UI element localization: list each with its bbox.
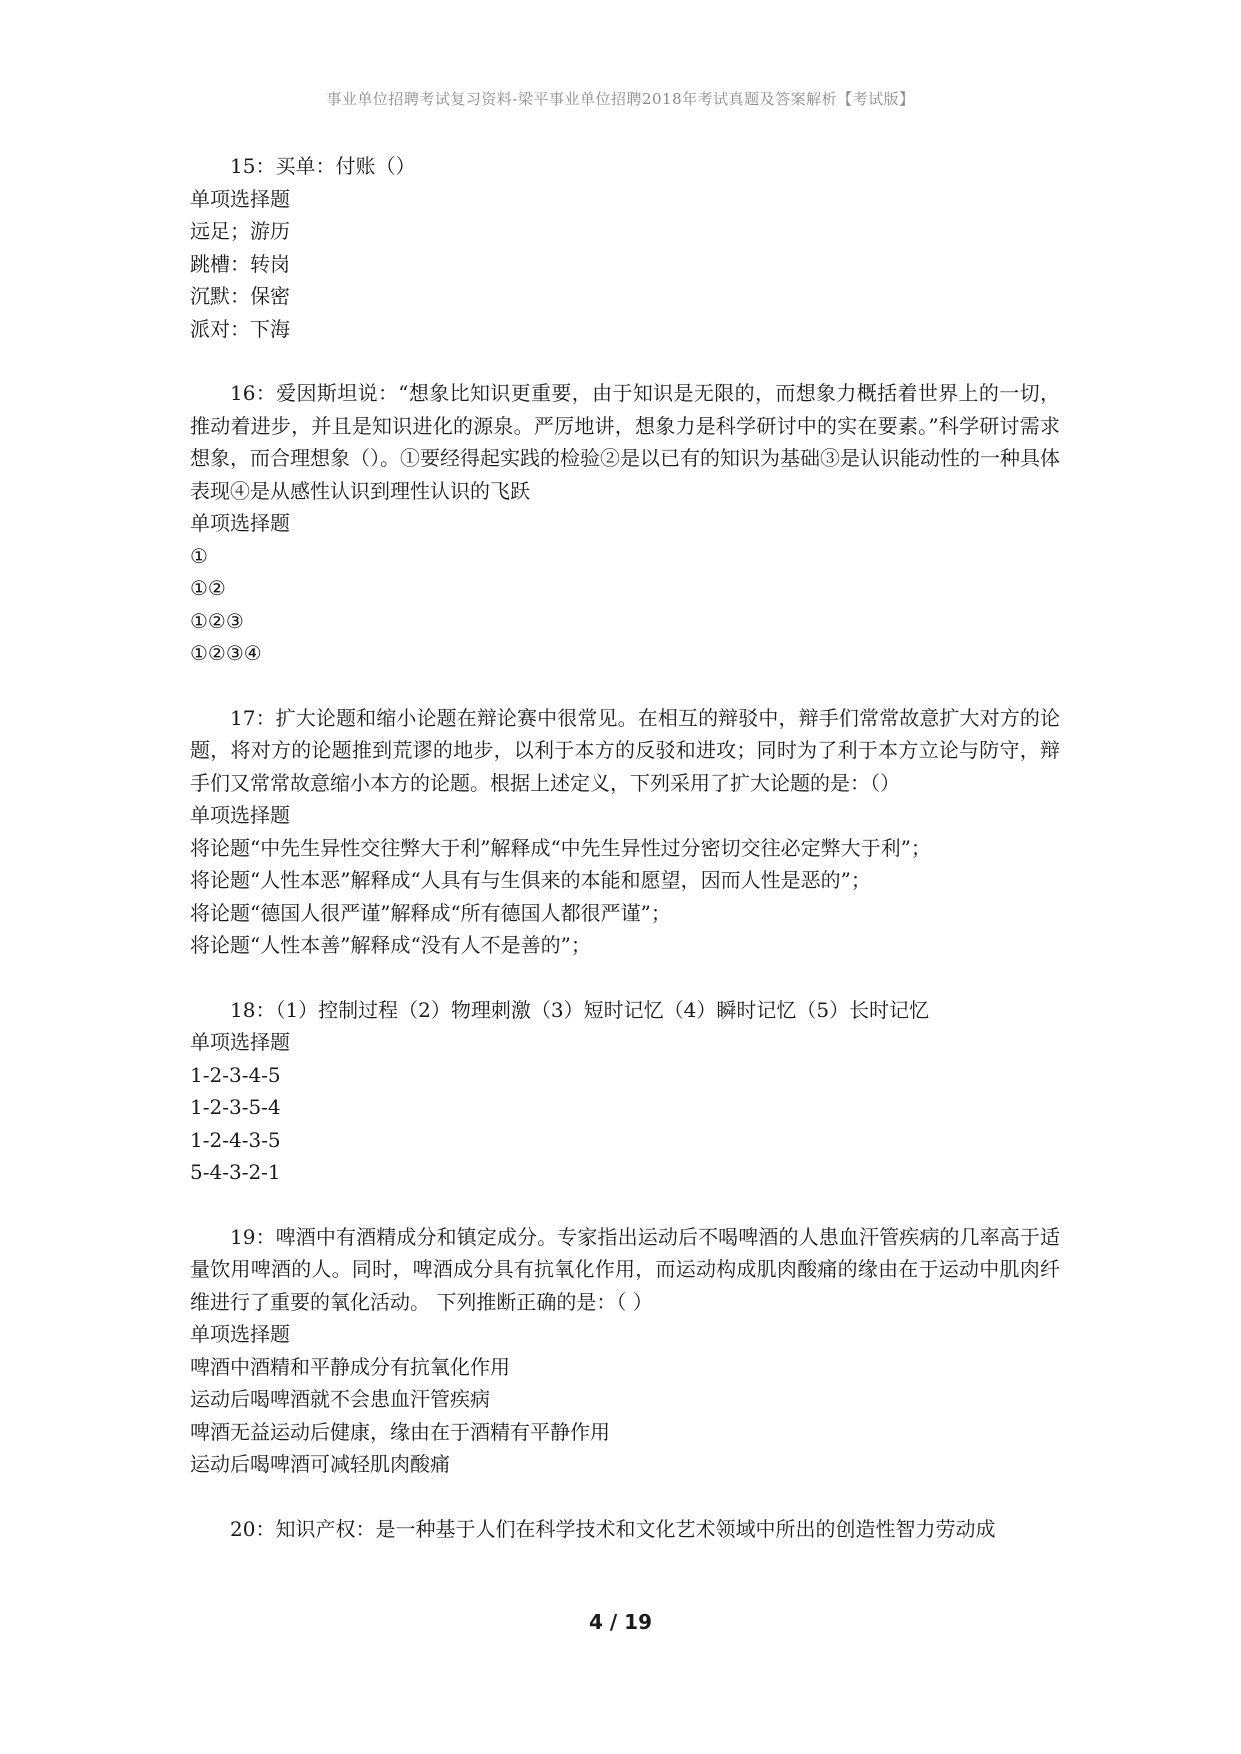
option-d: 派对：下海 — [190, 316, 290, 341]
option-b: 跳槽：转岗 — [190, 251, 290, 276]
question-type: 单项选择题 — [190, 1322, 290, 1346]
question-16 — [190, 377, 1060, 670]
option-b: ①② — [190, 576, 226, 600]
option-a: 将论题“中先生异性交往弊大于利”解释成“中先生异性过分密切交往必定弊大于利”； — [190, 835, 931, 860]
option-c: ①②③ — [190, 608, 244, 633]
question-type: 单项选择题 — [190, 1030, 290, 1054]
option-b: 1-2-3-5-4 — [190, 1095, 281, 1119]
question-17 — [190, 702, 1060, 962]
question-stem: 18：（1）控制过程（2）物理刺激（3）短时记忆（4）瞬时记忆（5）长时记忆 — [230, 997, 930, 1022]
page-header: 事业单位招聘考试复习资料-梁平事业单位招聘2018年考试真题及答案解析【考试版】 — [326, 90, 915, 108]
option-a: 啤酒中酒精和平静成分有抗氧化作用 — [190, 1354, 510, 1379]
option-c: 沉默：保密 — [190, 284, 290, 308]
option-c: 1-2-4-3-5 — [190, 1127, 281, 1152]
option-b: 将论题“人性本恶”解释成“人具有与生俱来的本能和愿望，因而人性是恶的”； — [190, 868, 871, 892]
question-stem: 15：买单：付账（） — [230, 154, 416, 178]
option-c: 将论题“德国人很严谨”解释成“所有德国人都很严谨”； — [190, 900, 671, 925]
option-d: 将论题“人性本善”解释成“没有人不是善的”； — [190, 933, 591, 957]
option-a: 1-2-3-4-5 — [190, 1062, 281, 1087]
option-c: 啤酒无益运动后健康，缘由在于酒精有平静作用 — [190, 1419, 610, 1444]
question-stem: 20：知识产权：是一种基于人们在科学技术和文化艺术领域中所出的创造性智力劳动成 — [230, 1516, 996, 1541]
option-b: 运动后喝啤酒就不会患血汗管疾病 — [190, 1387, 490, 1411]
question-type: 单项选择题 — [190, 511, 290, 535]
question-list — [190, 150, 1060, 1545]
question-19 — [190, 1221, 1060, 1481]
question-20 — [190, 1513, 1060, 1546]
question-stem: 17：扩大论题和缩小论题在辩论赛中很常见。在相互的辩驳中，辩手们常常故意扩大对方的论题，将对方的论题推到荒谬的地步，以利于本方的反驳和进攻；同时为了利于本方立论与防守，辩手们又常常故意缩小本方的论题。根据上述定义，下列采用了扩大论题的是：（） — [190, 705, 1060, 795]
option-d: 运动后喝啤酒可减轻肌肉酸痛 — [190, 1452, 450, 1476]
question-stem: 19：啤酒中有酒精成分和镇定成分。专家指出运动后不喝啤酒的人患血汗管疾病的几率高于适量饮用啤酒的人。同时，啤酒成分具有抗氧化作用，而运动构成肌肉酸痛的缘由在于运动中肌肉纤维进行了重要的氧化活动。 下列推断正确的是：（ ） — [190, 1224, 1060, 1314]
question-18 — [190, 994, 1060, 1189]
option-a: 远足；游历 — [190, 219, 290, 243]
option-d: 5-4-3-2-1 — [190, 1160, 281, 1184]
question-type: 单项选择题 — [190, 186, 290, 211]
question-stem: 16：爱因斯坦说：“想象比知识更重要，由于知识是无限的，而想象力概括着世界上的一切，推动着进步，并且是知识进化的源泉。严厉地讲，想象力是科学研讨中的实在要素。”科学研讨需求想象，而合理想象（）。①要经得起实践的检验②是以已有的知识为基础③是认识能动性的一种具体表现④是从感性认识到理性认识的飞跃 — [190, 381, 1060, 503]
page-number: 4 / 19 — [589, 1610, 652, 1634]
option-a: ① — [190, 543, 208, 568]
question-type: 单项选择题 — [190, 803, 290, 827]
question-15 — [190, 150, 1060, 345]
option-d: ①②③④ — [190, 641, 262, 665]
